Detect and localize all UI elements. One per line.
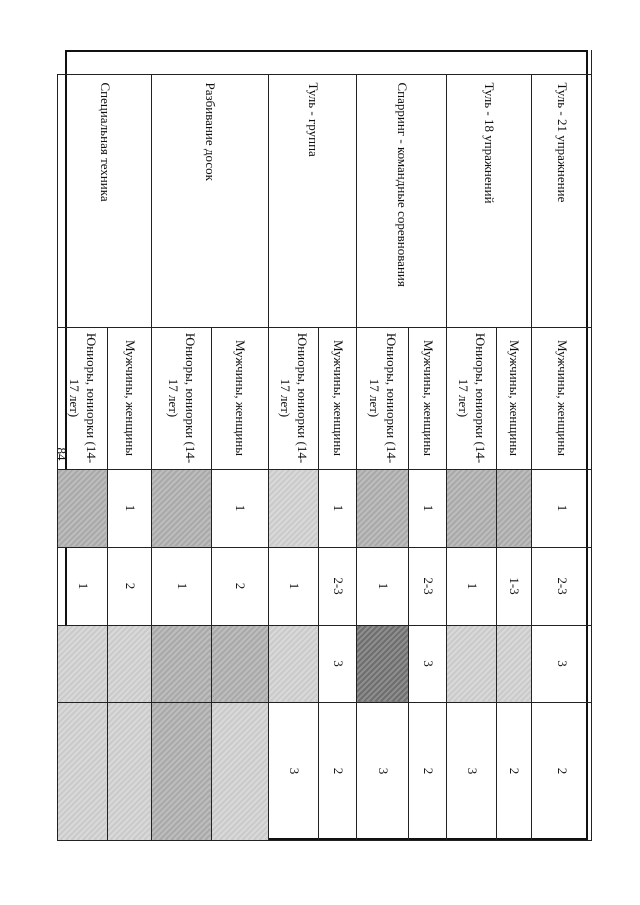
value-cell: 1 (269, 547, 319, 625)
rotated-table (65, 50, 592, 840)
value-cell-shaded (497, 625, 532, 702)
value-cell: 2 (319, 702, 357, 840)
table-row (108, 50, 152, 840)
category-cell: Мужчины, женщины (212, 327, 269, 469)
table-row (532, 50, 592, 840)
value-cell-shaded (152, 625, 212, 702)
value-cell: 3 (447, 702, 497, 840)
value-cell-shaded (108, 702, 152, 840)
value-cell: 1 (108, 469, 152, 547)
event-name: Спарринг - командные соревнования (357, 74, 447, 327)
value-cell: 2 (108, 547, 152, 625)
table-row (409, 50, 447, 840)
value-cell: 1 (319, 469, 357, 547)
blank-column (58, 50, 592, 74)
value-cell: 2-3 (532, 547, 592, 625)
value-cell-shaded (447, 625, 497, 702)
results-table (57, 50, 592, 841)
event-name: Туль - 21 упражнение (532, 74, 592, 327)
value-cell-shaded (212, 625, 269, 702)
category-cell: Мужчины, женщины (532, 327, 592, 469)
category-cell: Юниоры, юниорки (14-17 лет) (357, 327, 409, 469)
value-cell-shaded (269, 469, 319, 547)
value-cell: 1 (447, 547, 497, 625)
value-cell-shaded (58, 469, 108, 547)
table-row (212, 50, 269, 840)
category-cell: Юниоры, юниорки (14-17 лет) (447, 327, 497, 469)
value-cell-shaded (357, 469, 409, 547)
page-number: 84 (54, 447, 69, 461)
category-cell: Юниоры, юниорки (14-17 лет) (152, 327, 212, 469)
table-row (497, 50, 532, 840)
value-cell: 1 (212, 469, 269, 547)
value-cell: 3 (319, 625, 357, 702)
value-cell-shaded (152, 702, 212, 840)
value-cell: 3 (409, 625, 447, 702)
value-cell: 3 (532, 625, 592, 702)
table-row (319, 50, 357, 840)
event-name: Туль - 18 упражнений (447, 74, 532, 327)
value-cell-shaded (152, 469, 212, 547)
event-name: Разбивание досок (152, 74, 269, 327)
value-cell: 1 (532, 469, 592, 547)
category-cell: Мужчины, женщины (409, 327, 447, 469)
value-cell: 2 (497, 702, 532, 840)
event-name: Туль - группа (269, 74, 357, 327)
category-cell: Мужчины, женщины (497, 327, 532, 469)
value-cell-shaded (269, 625, 319, 702)
value-cell: 2 (409, 702, 447, 840)
value-cell-shaded (108, 625, 152, 702)
value-cell: 1 (152, 547, 212, 625)
category-cell: Мужчины, женщины (108, 327, 152, 469)
value-cell-shaded (497, 469, 532, 547)
value-cell-shaded (212, 702, 269, 840)
value-cell-shaded (58, 625, 108, 702)
value-cell-shaded (447, 469, 497, 547)
value-cell: 1 (409, 469, 447, 547)
value-cell: 2-3 (409, 547, 447, 625)
value-cell: 1-3 (497, 547, 532, 625)
value-cell-shaded (58, 702, 108, 840)
value-cell: 2-3 (319, 547, 357, 625)
value-cell: 3 (357, 702, 409, 840)
category-cell: Мужчины, женщины (319, 327, 357, 469)
category-cell: Юниоры, юниорки (14-17 лет) (58, 327, 108, 469)
value-cell-shaded (357, 625, 409, 702)
category-cell: Юниоры, юниорки (14-17 лет) (269, 327, 319, 469)
value-cell: 1 (58, 547, 108, 625)
value-cell: 2 (532, 702, 592, 840)
value-cell: 3 (269, 702, 319, 840)
value-cell: 1 (357, 547, 409, 625)
event-name: Специальная техника (58, 74, 152, 327)
value-cell: 2 (212, 547, 269, 625)
